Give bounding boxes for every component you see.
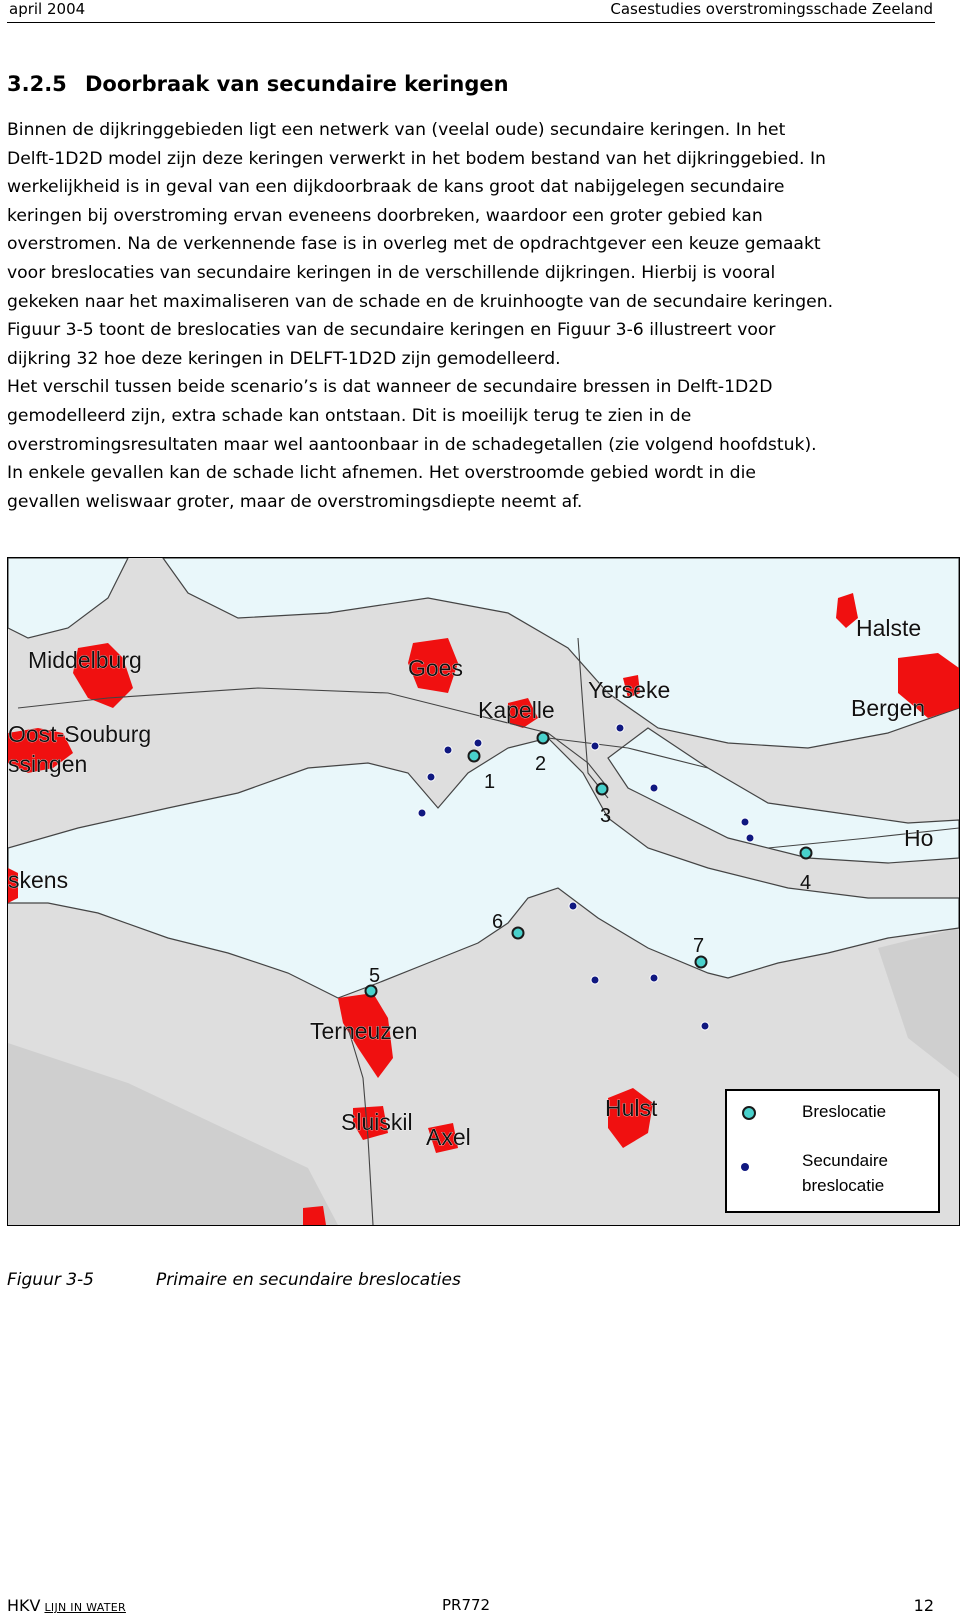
place-label: Terneuzen (310, 1018, 418, 1044)
paragraph-line: keringen bij overstroming ervan eveneens doorbreken, waardoor een groter gebied kan (7, 205, 763, 226)
footer-project: PR772 (442, 1596, 491, 1614)
paragraph-line: gevallen weliswaar groter, maar de overstromingsdiepte neemt af. (7, 491, 583, 512)
page-header (7, 0, 935, 23)
body-paragraph (7, 116, 935, 516)
place-label: Kapelle (478, 697, 555, 723)
header-date: april 2004 (9, 0, 86, 18)
paragraph-line: Binnen de dijkringgebieden ligt een netwerk van (veelal oude) secundaire keringen. In het (7, 120, 786, 140)
place-label: Goes (408, 655, 463, 681)
paragraph-line: werkelijkheid is in geval van een dijkdoorbraak de kans groot dat nabijgelegen secundaire (7, 177, 785, 198)
breach-label: 1 (484, 771, 496, 793)
legend-secondary-label-2: breslocatie (802, 1176, 885, 1195)
footer-org-name: HKV (7, 1596, 41, 1615)
page-number: 12 (913, 1596, 934, 1615)
paragraph-line: gekeken naar het maximaliseren van de schade en de kruinhoogte van de secundaire keringen. (7, 291, 834, 312)
place-label: Axel (426, 1124, 471, 1150)
place-label: skens (8, 867, 69, 893)
breach-label: 2 (535, 753, 547, 775)
paragraph-line: Delft-1D2D model zijn deze keringen verwerkt in het bodem bestand van het dijkringgebied. In (7, 148, 826, 169)
paragraph-line: dijkring 32 hoe deze keringen in DELFT-1D2D zijn gemodelleerd. (7, 348, 561, 369)
paragraph-line: Figuur 3-5 toont de breslocaties van de secundaire keringen en Figuur 3-6 illustreert voor (7, 320, 776, 341)
place-label: Hulst (605, 1095, 658, 1121)
footer-org (7, 1596, 126, 1615)
paragraph-line: In enkele gevallen kan de schade licht afnemen. Het overstroomde gebied wordt in die (7, 463, 756, 484)
breach-label: 5 (369, 965, 381, 987)
legend-secondary-label-1: Secundaire (802, 1151, 889, 1170)
place-label: Middelburg (28, 647, 142, 673)
paragraph-line: voor breslocaties van secundaire keringen in de verschillende dijkringen. Hierbij is vooral (7, 262, 776, 283)
place-label: Yerseke (588, 677, 671, 703)
legend-secondary-symbol (741, 1163, 749, 1171)
breach-label: 6 (492, 911, 504, 933)
breach-label: 3 (600, 805, 612, 827)
paragraph-line: Het verschil tussen beide scenario’s is dat wanneer de secundaire bressen in Delft-1D2D (7, 377, 773, 398)
paragraph-line: overstromen. Na de verkennende fase is in overleg met de opdrachtgever een keuze gemaakt (7, 234, 821, 255)
place-label: Ho (904, 825, 934, 851)
legend-primary-label: Breslocatie (802, 1102, 887, 1121)
paragraph-line: gemodelleerd zijn, extra schade kan ontstaan. Dit is moeilijk terug te zien in de (7, 405, 692, 426)
place-label: Sluiskil (341, 1109, 413, 1135)
place-label: ssingen (8, 751, 88, 777)
map-legend (725, 1089, 940, 1213)
figure-number: Figuur 3-5 (7, 1270, 95, 1290)
breach-label: 4 (800, 872, 812, 894)
section-title: Doorbraak van secundaire keringen (85, 72, 509, 96)
footer-org-sub: LIJN IN WATER (44, 1601, 126, 1614)
place-label: Halste (856, 615, 922, 641)
figure-caption: Primaire en secundaire breslocaties (156, 1270, 461, 1290)
place-label: Bergen (851, 695, 926, 721)
header-title: Casestudies overstromingsschade Zeeland (610, 0, 933, 18)
section-number: 3.2.5 (7, 72, 67, 96)
map-figure (7, 557, 960, 1226)
paragraph-line: overstromingsresultaten maar wel aantoonbaar in de schadegetallen (zie volgend hoofdstuk). (7, 434, 817, 455)
legend-primary-symbol (743, 1107, 755, 1119)
breach-label: 7 (693, 935, 705, 957)
place-label: Oost-Souburg (8, 721, 152, 747)
section-heading (7, 72, 509, 96)
